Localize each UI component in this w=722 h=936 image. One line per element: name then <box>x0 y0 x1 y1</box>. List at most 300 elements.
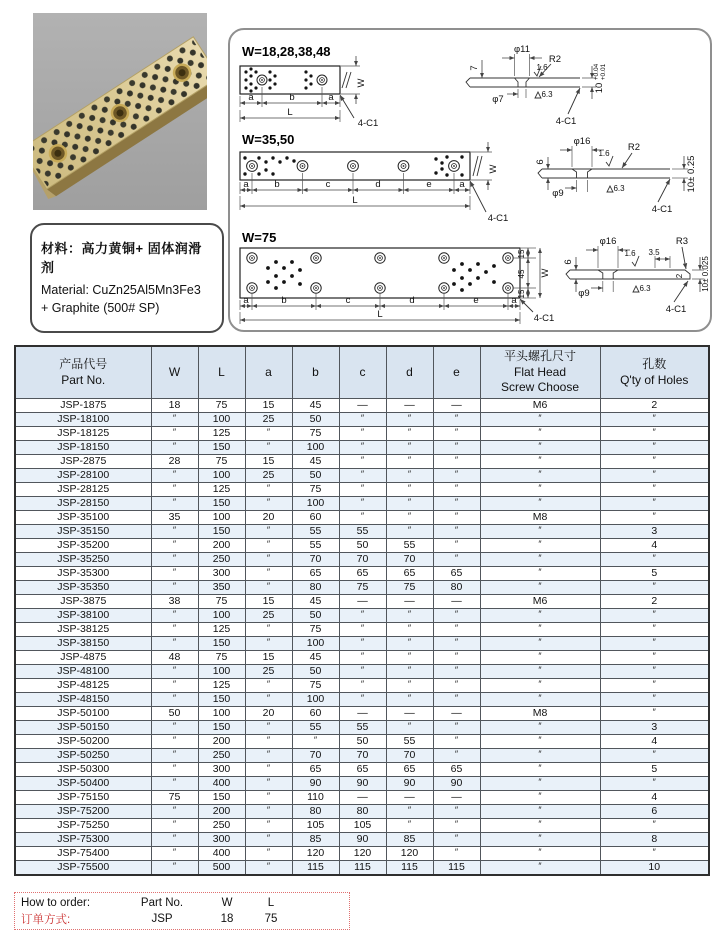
value-cell: 150 <box>198 791 245 805</box>
value-cell: 65 <box>292 763 339 777</box>
value-cell: ″ <box>433 679 480 693</box>
value-cell: ″ <box>600 637 709 651</box>
value-cell: 28 <box>151 455 198 469</box>
value-cell: 125 <box>198 427 245 441</box>
drawing3-title: W=75 <box>242 230 277 245</box>
value-cell: 75 <box>339 581 386 595</box>
value-cell: 75 <box>292 679 339 693</box>
value-cell: ″ <box>600 609 709 623</box>
part-no-cell: JSP-28150 <box>15 497 151 511</box>
value-cell: ″ <box>600 441 709 455</box>
value-cell: ″ <box>151 693 198 707</box>
table-row <box>15 749 709 763</box>
value-cell: ″ <box>433 609 480 623</box>
dim-label: 6 <box>563 259 574 265</box>
value-cell: ″ <box>600 581 709 595</box>
value-cell: ″ <box>151 553 198 567</box>
table-row <box>15 609 709 623</box>
value-cell: — <box>386 707 433 721</box>
value-cell: ″ <box>386 483 433 497</box>
value-cell: ″ <box>151 833 198 847</box>
value-cell: ″ <box>600 707 709 721</box>
drawing3-plan <box>240 248 554 324</box>
value-cell: ″ <box>600 413 709 427</box>
value-cell: ″ <box>480 553 600 567</box>
value-cell: 65 <box>339 763 386 777</box>
dim-label: φ16 <box>573 136 591 147</box>
value-cell: ″ <box>151 441 198 455</box>
value-cell: 105 <box>339 819 386 833</box>
part-no-cell: JSP-38125 <box>15 623 151 637</box>
value-cell: ″ <box>151 567 198 581</box>
value-cell: 70 <box>386 749 433 763</box>
value-cell: 125 <box>198 679 245 693</box>
dim-label: b <box>274 179 280 190</box>
value-cell: ″ <box>433 511 480 525</box>
value-cell: 65 <box>433 567 480 581</box>
value-cell: 100 <box>292 497 339 511</box>
finish-label: 6.3 <box>639 284 651 293</box>
value-cell: ″ <box>339 455 386 469</box>
value-cell: ″ <box>386 721 433 735</box>
value-cell: 25 <box>245 609 292 623</box>
value-cell: ″ <box>480 693 600 707</box>
finish-label: 1.6 <box>536 63 548 72</box>
table-header-row <box>15 346 709 399</box>
table-row <box>15 665 709 679</box>
dim-label: d <box>409 295 415 306</box>
value-cell: — <box>433 399 480 413</box>
header-c: c <box>339 346 386 399</box>
value-cell: 150 <box>198 525 245 539</box>
dim-label: 3.5 <box>648 248 660 257</box>
value-cell: ″ <box>245 553 292 567</box>
chamfer-label: 4-C1 <box>357 118 379 129</box>
value-cell: 25 <box>245 413 292 427</box>
value-cell: M6 <box>480 399 600 413</box>
dim-label: 7 <box>469 65 480 71</box>
value-cell: 110 <box>292 791 339 805</box>
value-cell: ″ <box>433 749 480 763</box>
value-cell: ″ <box>480 427 600 441</box>
value-cell: 25 <box>245 665 292 679</box>
table-row <box>15 805 709 819</box>
tolerance-label: +0.01 <box>600 63 607 81</box>
drawing-w18-48 <box>230 32 710 132</box>
value-cell: 4 <box>600 735 709 749</box>
value-cell: ″ <box>339 665 386 679</box>
value-cell: ″ <box>151 805 198 819</box>
chamfer-label: 4-C1 <box>651 204 673 215</box>
value-cell: 80 <box>292 805 339 819</box>
value-cell: ″ <box>151 777 198 791</box>
value-cell: ″ <box>480 735 600 749</box>
dim-label: 10± 0.25 <box>686 155 697 193</box>
value-cell: 80 <box>339 805 386 819</box>
value-cell: 15 <box>245 651 292 665</box>
value-cell: ″ <box>245 861 292 876</box>
chamfer-label: 4-C1 <box>665 304 687 315</box>
value-cell: ″ <box>433 637 480 651</box>
part-no-cell: JSP-75250 <box>15 819 151 833</box>
how-to-order-box <box>14 892 350 930</box>
value-cell: ″ <box>292 735 339 749</box>
value-cell: ″ <box>245 847 292 861</box>
value-cell: ″ <box>386 665 433 679</box>
value-cell: M6 <box>480 595 600 609</box>
value-cell: 125 <box>198 483 245 497</box>
value-cell: ″ <box>600 623 709 637</box>
value-cell: 100 <box>292 441 339 455</box>
table-row <box>15 595 709 609</box>
finish-label: 1.6 <box>624 249 636 258</box>
drawing1-title: W=18,28,38,48 <box>242 44 331 59</box>
part-no-cell: JSP-75300 <box>15 833 151 847</box>
value-cell: ″ <box>480 791 600 805</box>
value-cell: 75 <box>198 399 245 413</box>
table-row <box>15 819 709 833</box>
part-no-cell: JSP-50150 <box>15 721 151 735</box>
value-cell: ″ <box>600 819 709 833</box>
value-cell: ″ <box>386 441 433 455</box>
dim-label: e <box>473 295 479 306</box>
value-cell: — <box>339 399 386 413</box>
value-cell: ″ <box>600 497 709 511</box>
part-no-cell: JSP-50200 <box>15 735 151 749</box>
drawing2-section <box>535 136 697 215</box>
value-cell: 60 <box>292 511 339 525</box>
part-no-cell: JSP-35150 <box>15 525 151 539</box>
dim-label: R3 <box>675 236 689 247</box>
value-cell: ″ <box>600 679 709 693</box>
value-cell: ″ <box>480 483 600 497</box>
table-row <box>15 637 709 651</box>
value-cell: 75 <box>151 791 198 805</box>
value-cell: 150 <box>198 721 245 735</box>
value-cell: ″ <box>386 469 433 483</box>
value-cell: ″ <box>433 833 480 847</box>
dim-label: b <box>289 92 295 103</box>
value-cell: 115 <box>339 861 386 876</box>
value-cell: ″ <box>433 539 480 553</box>
value-cell: 400 <box>198 777 245 791</box>
table-row <box>15 483 709 497</box>
value-cell: 25 <box>245 469 292 483</box>
value-cell: 90 <box>339 777 386 791</box>
part-no-cell: JSP-35200 <box>15 539 151 553</box>
value-cell: ″ <box>339 497 386 511</box>
dim-label: L <box>287 107 293 118</box>
dim-label: 10± 0.025 <box>701 256 710 292</box>
value-cell: 80 <box>292 581 339 595</box>
value-cell: ″ <box>245 427 292 441</box>
value-cell: 100 <box>198 511 245 525</box>
drawing-panel <box>228 28 712 332</box>
dim-label: 2 <box>675 273 684 279</box>
value-cell: ″ <box>245 497 292 511</box>
value-cell: ″ <box>433 483 480 497</box>
value-cell: ″ <box>433 819 480 833</box>
dim-label: a <box>328 92 334 103</box>
value-cell: 35 <box>151 511 198 525</box>
value-cell: 120 <box>292 847 339 861</box>
value-cell: ″ <box>339 441 386 455</box>
product-photo <box>33 13 207 210</box>
value-cell: ″ <box>151 847 198 861</box>
value-cell: 5 <box>600 567 709 581</box>
value-cell: 4 <box>600 791 709 805</box>
table-row <box>15 581 709 595</box>
value-cell: ″ <box>151 483 198 497</box>
value-cell: 105 <box>292 819 339 833</box>
part-no-cell: JSP-38150 <box>15 637 151 651</box>
dim-label: a <box>511 295 517 306</box>
part-no-cell: JSP-50100 <box>15 707 151 721</box>
value-cell: ″ <box>245 581 292 595</box>
dim-label: a <box>248 92 254 103</box>
value-cell: — <box>433 707 480 721</box>
value-cell: ″ <box>433 805 480 819</box>
order-val-l: 75 <box>264 913 278 925</box>
table-row <box>15 413 709 427</box>
value-cell: ″ <box>245 833 292 847</box>
value-cell: 65 <box>433 763 480 777</box>
value-cell: ″ <box>480 665 600 679</box>
dim-label: R2 <box>548 54 562 65</box>
value-cell: ″ <box>386 525 433 539</box>
value-cell: 85 <box>292 833 339 847</box>
dim-label: W <box>540 268 551 278</box>
part-no-cell: JSP-35250 <box>15 553 151 567</box>
value-cell: 150 <box>198 497 245 511</box>
value-cell: 250 <box>198 819 245 833</box>
part-no-cell: JSP-2875 <box>15 455 151 469</box>
value-cell: 55 <box>339 525 386 539</box>
value-cell: 85 <box>386 833 433 847</box>
value-cell: 70 <box>292 749 339 763</box>
dim-label: 6 <box>535 159 546 165</box>
value-cell: 2 <box>600 595 709 609</box>
dim-label: φ9 <box>578 288 590 299</box>
value-cell: ″ <box>245 805 292 819</box>
value-cell: ″ <box>151 469 198 483</box>
part-no-cell: JSP-28100 <box>15 469 151 483</box>
value-cell: ″ <box>480 469 600 483</box>
value-cell: 90 <box>292 777 339 791</box>
parts-table-body <box>15 399 709 876</box>
finish-label: 6.3 <box>613 184 625 193</box>
value-cell: ″ <box>339 693 386 707</box>
dim-label: L <box>377 309 383 320</box>
value-cell: 75 <box>292 623 339 637</box>
table-row <box>15 847 709 861</box>
value-cell: ″ <box>433 497 480 511</box>
value-cell: 55 <box>292 721 339 735</box>
value-cell: ″ <box>386 427 433 441</box>
value-cell: 55 <box>386 735 433 749</box>
value-cell: 100 <box>198 707 245 721</box>
material-line-en2: + Graphite (500# SP) <box>41 301 160 316</box>
bronze-plate-photo <box>33 13 207 210</box>
material-note <box>30 223 224 333</box>
value-cell: ″ <box>433 693 480 707</box>
drawing2-title: W=35,50 <box>242 132 295 147</box>
order-label-zh: 订单方式: <box>21 914 71 926</box>
value-cell: ″ <box>386 623 433 637</box>
header-part-no: 产品代号 Part No. <box>15 346 151 399</box>
table-row <box>15 511 709 525</box>
value-cell: ″ <box>386 497 433 511</box>
value-cell: 50 <box>292 609 339 623</box>
table-row <box>15 469 709 483</box>
drawing3-section <box>563 236 710 315</box>
value-cell: 75 <box>198 651 245 665</box>
order-col-l: L <box>267 897 275 909</box>
value-cell: ″ <box>151 623 198 637</box>
value-cell: ″ <box>600 777 709 791</box>
value-cell: ″ <box>339 427 386 441</box>
value-cell: ″ <box>433 665 480 679</box>
part-no-cell: JSP-48150 <box>15 693 151 707</box>
order-val-part: JSP <box>151 913 173 925</box>
dim-label: b <box>281 295 287 306</box>
value-cell: ″ <box>433 413 480 427</box>
value-cell: ″ <box>480 763 600 777</box>
drawing1-plan <box>240 56 378 129</box>
value-cell: 8 <box>600 833 709 847</box>
value-cell: 80 <box>433 581 480 595</box>
value-cell: 45 <box>292 399 339 413</box>
order-label-en: How to order: <box>21 897 91 909</box>
header-screw: 平头螺孔尺寸 Flat Head Screw Choose <box>480 346 600 399</box>
value-cell: 70 <box>339 553 386 567</box>
value-cell: ″ <box>480 749 600 763</box>
value-cell: ″ <box>151 427 198 441</box>
value-cell: ″ <box>480 861 600 876</box>
part-no-cell: JSP-3875 <box>15 595 151 609</box>
value-cell: 50 <box>292 665 339 679</box>
value-cell: ″ <box>480 525 600 539</box>
value-cell: ″ <box>339 651 386 665</box>
dim-label: a <box>243 179 249 190</box>
value-cell: — <box>339 791 386 805</box>
value-cell: ″ <box>386 455 433 469</box>
table-row <box>15 651 709 665</box>
value-cell: 6 <box>600 805 709 819</box>
value-cell: 150 <box>198 693 245 707</box>
header-w: W <box>151 346 198 399</box>
value-cell: 48 <box>151 651 198 665</box>
value-cell: 75 <box>198 455 245 469</box>
value-cell: ″ <box>600 665 709 679</box>
value-cell: 75 <box>386 581 433 595</box>
value-cell: — <box>433 791 480 805</box>
value-cell: ″ <box>480 539 600 553</box>
value-cell: ″ <box>600 511 709 525</box>
value-cell: M8 <box>480 511 600 525</box>
table-row <box>15 427 709 441</box>
value-cell: ″ <box>600 693 709 707</box>
dim-label: 45 <box>517 269 526 279</box>
value-cell: 200 <box>198 735 245 749</box>
value-cell: ″ <box>600 553 709 567</box>
value-cell: ″ <box>151 665 198 679</box>
value-cell: ″ <box>433 525 480 539</box>
value-cell: ″ <box>480 609 600 623</box>
value-cell: ″ <box>151 637 198 651</box>
value-cell: ″ <box>480 413 600 427</box>
value-cell: ″ <box>245 623 292 637</box>
value-cell: ″ <box>480 833 600 847</box>
table-row <box>15 693 709 707</box>
value-cell: ″ <box>245 567 292 581</box>
finish-label: 1.6 <box>598 149 610 158</box>
value-cell: ″ <box>480 847 600 861</box>
dim-label: 15 <box>517 289 526 299</box>
value-cell: ″ <box>386 805 433 819</box>
value-cell: ″ <box>480 441 600 455</box>
value-cell: ″ <box>480 777 600 791</box>
table-row <box>15 441 709 455</box>
value-cell: 200 <box>198 539 245 553</box>
value-cell: ″ <box>600 427 709 441</box>
finish-label: 6.3 <box>541 90 553 99</box>
header-a: a <box>245 346 292 399</box>
part-no-cell: JSP-35100 <box>15 511 151 525</box>
value-cell: 125 <box>198 623 245 637</box>
value-cell: 15 <box>245 595 292 609</box>
value-cell: 120 <box>386 847 433 861</box>
value-cell: ″ <box>386 609 433 623</box>
header-d: d <box>386 346 433 399</box>
dim-label: L <box>352 195 358 206</box>
dim-label: R2 <box>627 142 641 153</box>
value-cell: 250 <box>198 749 245 763</box>
value-cell: 65 <box>386 763 433 777</box>
table-row <box>15 497 709 511</box>
value-cell: ″ <box>433 427 480 441</box>
value-cell: ″ <box>433 735 480 749</box>
value-cell: ″ <box>245 539 292 553</box>
value-cell: ″ <box>245 819 292 833</box>
value-cell: ″ <box>433 651 480 665</box>
value-cell: ″ <box>151 497 198 511</box>
part-no-cell: JSP-38100 <box>15 609 151 623</box>
value-cell: 5 <box>600 763 709 777</box>
value-cell: ″ <box>386 637 433 651</box>
value-cell: ″ <box>433 721 480 735</box>
dim-label: a <box>243 295 249 306</box>
value-cell: ″ <box>245 763 292 777</box>
dim-label: φ9 <box>552 188 564 199</box>
value-cell: — <box>386 595 433 609</box>
value-cell: 60 <box>292 707 339 721</box>
header-l: L <box>198 346 245 399</box>
value-cell: ″ <box>600 749 709 763</box>
value-cell: 38 <box>151 595 198 609</box>
value-cell: 100 <box>198 665 245 679</box>
drawing-w35-50 <box>230 128 710 230</box>
dim-label: 10 <box>594 82 605 94</box>
part-no-cell: JSP-50300 <box>15 763 151 777</box>
value-cell: ″ <box>245 791 292 805</box>
dim-label: φ11 <box>513 44 531 55</box>
value-cell: ″ <box>245 441 292 455</box>
value-cell: ″ <box>339 483 386 497</box>
value-cell: ″ <box>600 455 709 469</box>
value-cell: ″ <box>151 735 198 749</box>
value-cell: 45 <box>292 595 339 609</box>
